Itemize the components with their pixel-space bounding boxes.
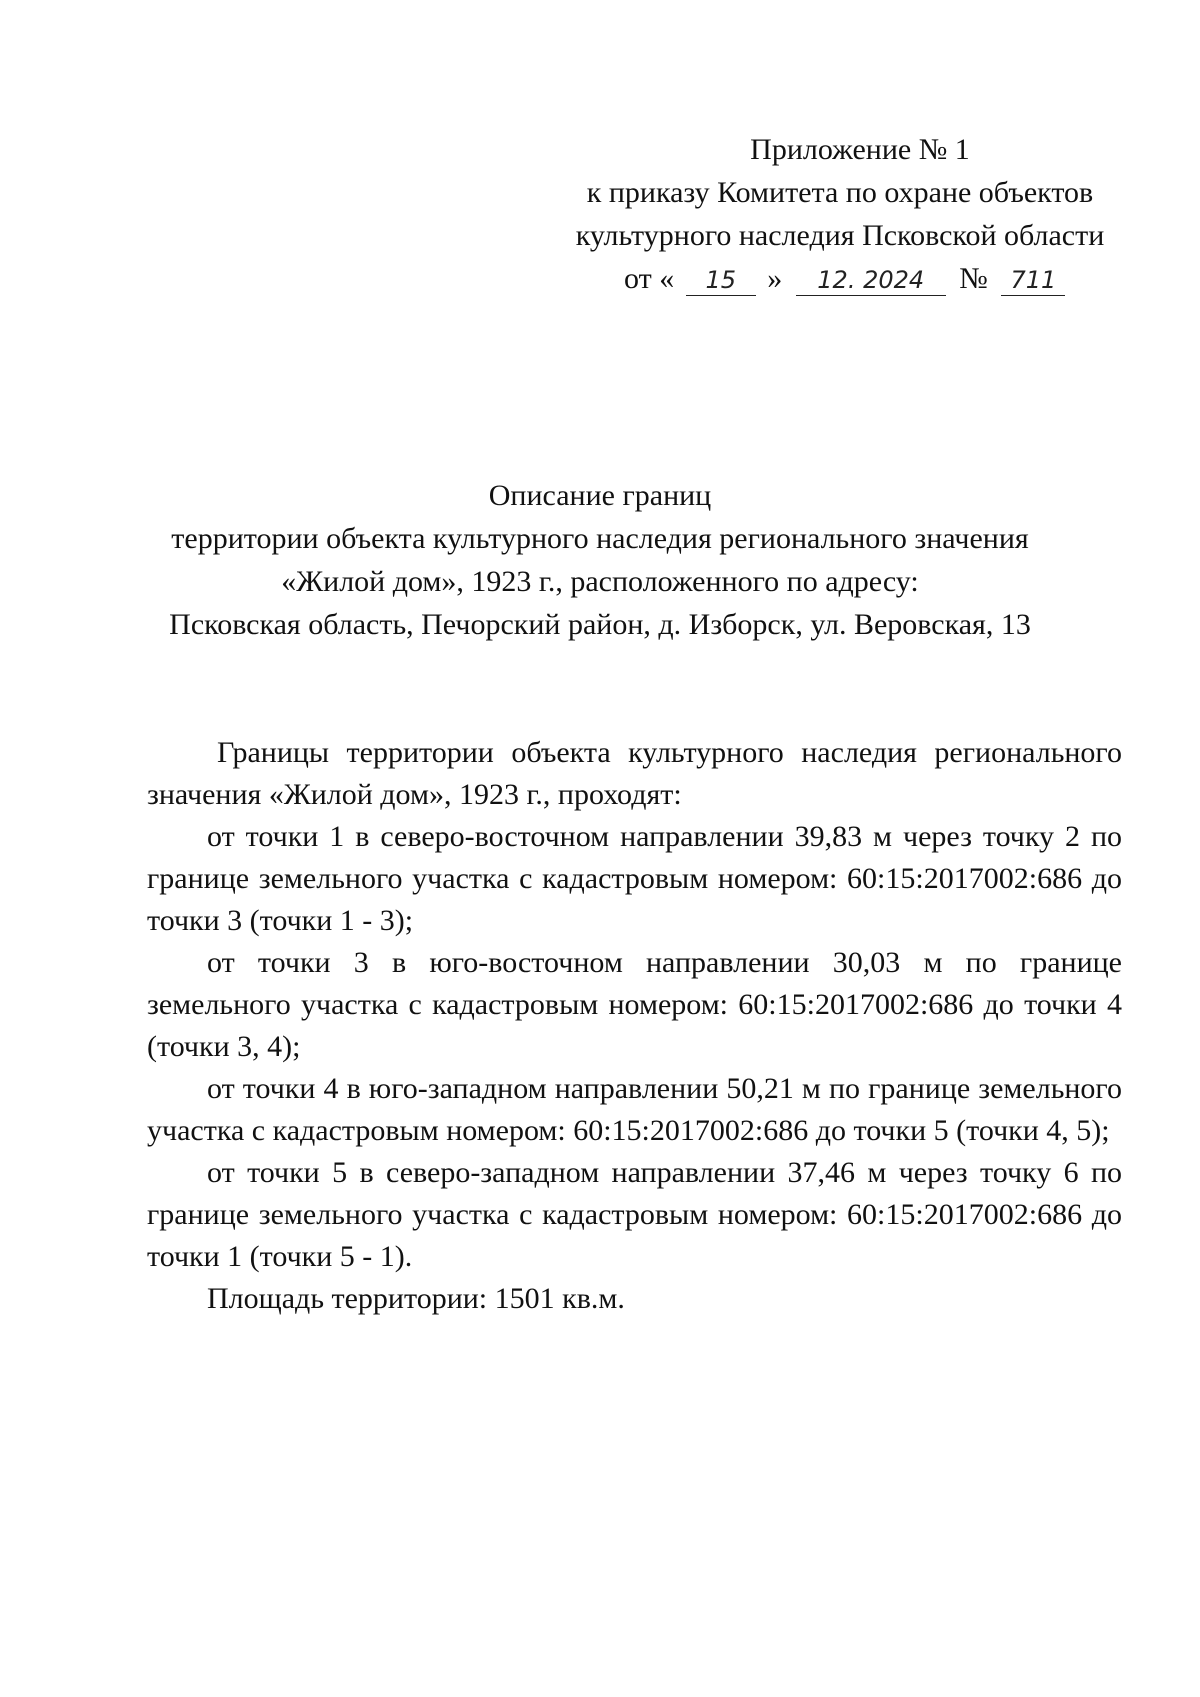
- boundary-segment-4: от точки 5 в северо-западном направлении 37,46 м через точку 6 по границе земельного участка с кадастровым номером: 60:15:2017002:686 до точки 1 (точки 5 - 1).: [147, 1156, 1122, 1273]
- appendix-header: [560, 128, 1120, 300]
- appendix-order-line: к приказу Комитета по охране объектов: [586, 176, 1094, 209]
- boundary-intro-paragraph: Границы территории объекта культурного наследия регионального значения «Жилой дом», 1923 г., проходят:: [147, 736, 1122, 811]
- boundary-segment-3: от точки 4 в юго-западном направлении 50,21 м по границе земельного участка с кадастровым номером: 60:15:2017002:686 до точки 5 (точки 4, 5);: [147, 1072, 1122, 1147]
- date-prefix: от «: [624, 262, 675, 295]
- date-close-quote: »: [767, 262, 783, 295]
- title-line-4: Псковская область, Печорский район, д. Изборск, ул. Веровская, 13: [169, 608, 1031, 641]
- title-line-2: территории объекта культурного наследия регионального значения: [171, 522, 1029, 555]
- document-title: [80, 474, 1120, 646]
- handwritten-day: 15: [686, 265, 756, 296]
- territory-area: Площадь территории: 1501 кв.м.: [207, 1282, 625, 1315]
- number-sign: №: [959, 262, 988, 295]
- appendix-date-number-line: [560, 257, 1120, 300]
- appendix-title: Приложение № 1: [750, 133, 970, 166]
- boundary-segment-1: от точки 1 в северо-восточном направлении 39,83 м через точку 2 по границе земельного участка с кадастровым номером: 60:15:2017002:686 до точки 3 (точки 1 - 3);: [147, 820, 1122, 937]
- boundary-segment-2: от точки 3 в юго-восточном направлении 30,03 м по границе земельного участка с кадастровым номером: 60:15:2017002:686 до точки 4 (точки 3, 4);: [147, 946, 1122, 1063]
- document-body: [147, 732, 1122, 1320]
- handwritten-order-number: 711: [1001, 265, 1065, 296]
- handwritten-date: 12. 2024: [796, 265, 946, 296]
- title-line-1: Описание границ: [488, 479, 712, 512]
- appendix-committee-line: культурного наследия Псковской области: [575, 219, 1105, 252]
- title-line-3: «Жилой дом», 1923 г., расположенного по адресу:: [281, 565, 919, 598]
